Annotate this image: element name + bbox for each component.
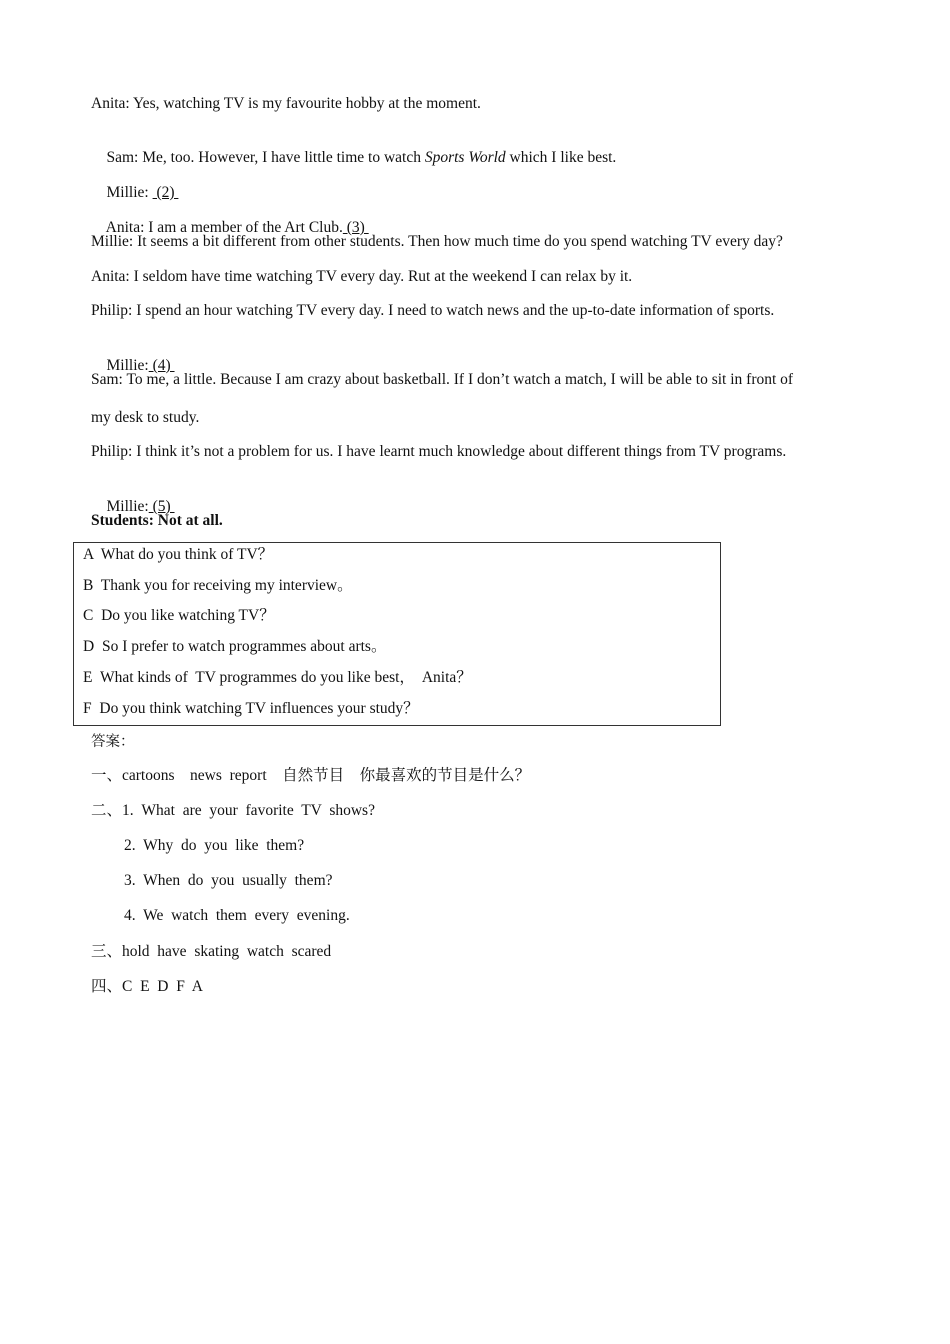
answer-three: 三、hold have skating watch scared [91, 943, 332, 960]
option-b: B Thank you for receiving my interview。 [83, 577, 353, 594]
dialogue-line-12: Students: Not at all. [91, 512, 223, 529]
dialogue-line-2-post: which I like best. [505, 149, 617, 166]
speaker-millie: Millie: [106, 498, 149, 515]
dialogue-line-1: Anita: Yes, watching TV is my favourite hobby at the moment. [91, 95, 481, 112]
dialogue-line-2-pre: Sam: Me, too. However, I have little time to watch [106, 149, 425, 166]
dialogue-line-9a: Sam: To me, a little. Because I am crazy about basketball. If I don’t watch a match, I will be able to sit in front of [91, 371, 794, 388]
dialogue-line-4-text: Anita: I am a member of the Art Club. [105, 219, 343, 236]
dialogue-line-6: Anita: I seldom have time watching TV every day. Rut at the weekend I can relax by it. [91, 268, 633, 285]
blank-5: (5) [148, 498, 175, 515]
dialogue-line-9b: my desk to study. [91, 409, 200, 426]
option-d: D So I prefer to watch programmes about arts。 [83, 638, 387, 655]
dialogue-line-10: Philip: I think it’s not a problem for us. I have learnt much knowledge about different things from TV programs. [91, 443, 787, 460]
dialogue-line-7: Philip: I spend an hour watching TV every day. I need to watch news and the up-to-date information of sports. [91, 302, 775, 319]
dialogue-line-5: Millie: It seems a bit different from other students. Then how much time do you spend watching TV every day? [91, 233, 783, 250]
speaker-millie: Millie: [106, 184, 153, 201]
answer-one: 一、cartoons news report 自然节目 你最喜欢的节目是什么？ [91, 767, 531, 784]
option-c: C Do you like watching TV？ [83, 607, 275, 624]
option-e: E What kinds of TV programmes do you like best， Anita？ [83, 669, 472, 686]
speaker-millie: Millie: [106, 357, 149, 374]
program-title: Sports World [424, 149, 506, 166]
answer-two-2: 2. Why do you like them? [124, 837, 305, 854]
blank-4: (4) [148, 357, 175, 374]
answer-two-4: 4. We watch them every evening. [124, 907, 350, 924]
answers-heading: 答案： [91, 734, 135, 750]
options-box [73, 542, 721, 726]
option-a: A What do you think of TV？ [83, 546, 274, 563]
answer-two-3: 3. When do you usually them? [124, 872, 333, 889]
answer-two-1: 二、1. What are your favorite TV shows? [91, 802, 375, 819]
blank-2: (2) [152, 184, 179, 201]
answer-four: 四、C E D F A [91, 978, 203, 995]
blank-3: (3) [342, 219, 369, 236]
option-f: F Do you think watching TV influences your study？ [83, 700, 419, 717]
